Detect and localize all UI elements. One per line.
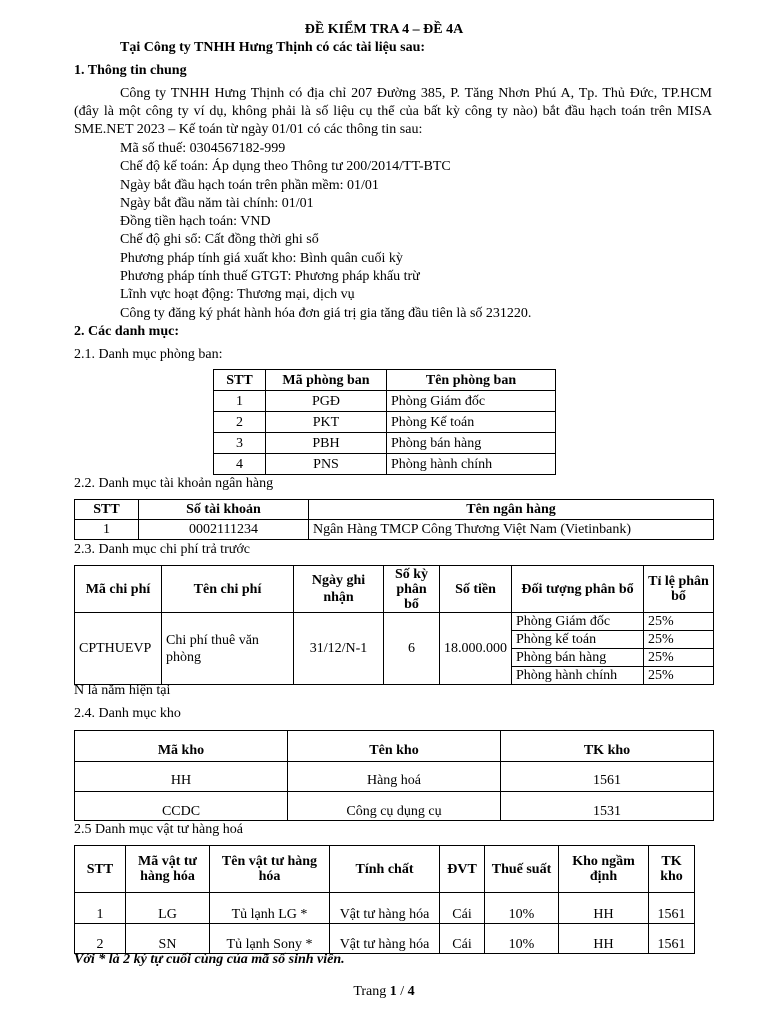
table-cell: 2: [75, 924, 126, 954]
table-cell: CCDC: [75, 792, 288, 821]
section1-intro: Công ty TNHH Hưng Thịnh có địa chỉ 207 Đường 385, P. Tăng Nhơn Phú A, Tp. Thủ Đức, TP.HCM (đây là một công ty ví dụ, không phải là số liệu cụ thể của bất kỳ công ty nào) bắt đầu hạch toán trên MISA SME.NET 2023 – Kế toán từ ngày 01/01 có các thông tin sau:: [74, 86, 712, 137]
prepaid-header-rate: Tỉ lệ phân bổ: [644, 566, 714, 613]
table-cell: HH: [75, 762, 288, 792]
table-cell: Phòng Kế toán: [387, 412, 556, 433]
info-item: Chế độ kế toán: Áp dụng theo Thông tư 200/2014/TT-BTC: [120, 159, 451, 174]
prepaid-caption: 2.3. Danh mục chi phí trả trước: [74, 542, 250, 557]
prepaid-header-code: Mã chi phí: [75, 566, 162, 613]
table-cell: 1531: [501, 792, 714, 821]
table-cell: Tủ lạnh LG *: [210, 893, 330, 924]
table-cell: Tủ lạnh Sony *: [210, 924, 330, 954]
warehouse-table: [74, 730, 714, 821]
info-item: Công ty đăng ký phát hành hóa đơn giá trị gia tăng đầu tiên là số 231220.: [120, 306, 532, 321]
table-cell: PKT: [266, 412, 387, 433]
info-item: Ngày bắt đầu hạch toán trên phần mềm: 01/01: [120, 178, 379, 193]
table-cell: 1: [75, 893, 126, 924]
table-cell: 3: [214, 433, 266, 454]
table-row: [75, 792, 714, 821]
table-cell: 18.000.000: [440, 613, 512, 685]
table-cell: 6: [384, 613, 440, 685]
prepaid-note: N là năm hiện tại: [74, 683, 171, 698]
bank-header-stt: STT: [75, 500, 139, 520]
table-row: [75, 613, 714, 631]
section2-heading: 2. Các danh mục:: [74, 324, 180, 339]
items-header-nature: Tính chất: [330, 846, 440, 893]
table-row: [75, 520, 714, 540]
items-header-account: TK kho: [649, 846, 695, 893]
table-cell: Phòng Giám đốc: [512, 613, 644, 631]
table-cell: 2: [214, 412, 266, 433]
table-row: [214, 391, 556, 412]
dept-header-code: Mã phòng ban: [266, 370, 387, 391]
table-cell: Phòng hành chính: [512, 667, 644, 685]
items-header-unit: ĐVT: [440, 846, 485, 893]
table-cell: Chi phí thuê văn phòng: [162, 613, 294, 685]
table-cell: 31/12/N-1: [294, 613, 384, 685]
footer-page-total: 4: [407, 984, 415, 999]
table-row: [214, 412, 556, 433]
table-cell: Phòng Giám đốc: [387, 391, 556, 412]
info-item: Phương pháp tính giá xuất kho: Bình quân cuối kỳ: [120, 251, 403, 266]
bank-caption: 2.2. Danh mục tài khoản ngân hàng: [74, 476, 274, 491]
table-cell: SN: [126, 924, 210, 954]
prepaid-header-date: Ngày ghi nhận: [294, 566, 384, 613]
warehouse-caption: 2.4. Danh mục kho: [74, 706, 181, 721]
table-cell: Công cụ dụng cụ: [288, 792, 501, 821]
table-row: [214, 433, 556, 454]
page-subtitle: Tại Công ty TNHH Hưng Thịnh có các tài liệu sau:: [120, 40, 426, 55]
table-cell: Cái: [440, 924, 485, 954]
prepaid-header-periods: Số kỳ phân bổ: [384, 566, 440, 613]
bank-header-account: Số tài khoản: [139, 500, 309, 520]
table-cell: LG: [126, 893, 210, 924]
table-cell: 25%: [644, 649, 714, 667]
table-cell: PBH: [266, 433, 387, 454]
items-table: [74, 845, 695, 954]
table-cell: Cái: [440, 893, 485, 924]
info-item: Phương pháp tính thuế GTGT: Phương pháp khấu trừ: [120, 269, 420, 284]
table-cell: Phòng hành chính: [387, 454, 556, 475]
table-cell: 1561: [501, 762, 714, 792]
info-item: Lĩnh vực hoạt động: Thương mại, dịch vụ: [120, 287, 355, 302]
table-row: [214, 454, 556, 475]
table-cell: 25%: [644, 613, 714, 631]
table-cell: Vật tư hàng hóa: [330, 924, 440, 954]
page-title: ĐỀ KIỂM TRA 4 – ĐỀ 4A: [304, 22, 464, 37]
footer-page-number: 1: [389, 984, 397, 999]
items-note: Với * là 2 ký tự cuối cùng của mã số sinh viên.: [74, 952, 345, 967]
table-cell: 25%: [644, 631, 714, 649]
items-header-tax: Thuế suất: [485, 846, 559, 893]
dept-header-stt: STT: [214, 370, 266, 391]
info-item: Mã số thuế: 0304567182-999: [120, 141, 286, 156]
page-footer: [0, 983, 768, 1001]
table-cell: Phòng bán hàng: [387, 433, 556, 454]
footer-prefix: Trang: [353, 984, 390, 999]
warehouse-header-name: Tên kho: [288, 731, 501, 762]
table-cell: 10%: [485, 924, 559, 954]
prepaid-header-amount: Số tiền: [440, 566, 512, 613]
items-header-warehouse: Kho ngầm định: [559, 846, 649, 893]
table-cell: Hàng hoá: [288, 762, 501, 792]
prepaid-table: [74, 565, 714, 685]
table-cell: PGĐ: [266, 391, 387, 412]
table-cell: 4: [214, 454, 266, 475]
table-cell: 10%: [485, 893, 559, 924]
footer-separator: /: [396, 984, 408, 999]
items-caption: 2.5 Danh mục vật tư hàng hoá: [74, 822, 243, 837]
dept-header-name: Tên phòng ban: [387, 370, 556, 391]
section1-heading: 1. Thông tin chung: [74, 63, 187, 78]
table-row: [75, 893, 695, 924]
table-cell: 1561: [649, 893, 695, 924]
table-cell: Phòng bán hàng: [512, 649, 644, 667]
warehouse-header-code: Mã kho: [75, 731, 288, 762]
table-cell: 1561: [649, 924, 695, 954]
table-cell: 1: [214, 391, 266, 412]
bank-table: [74, 499, 714, 540]
table-cell: CPTHUEVP: [75, 613, 162, 685]
table-cell: 1: [75, 520, 139, 540]
bank-header-bank: Tên ngân hàng: [309, 500, 714, 520]
table-cell: 0002111234: [139, 520, 309, 540]
items-header-stt: STT: [75, 846, 126, 893]
table-row: [75, 762, 714, 792]
table-row: [75, 924, 695, 954]
items-header-name: Tên vật tư hàng hóa: [210, 846, 330, 893]
table-cell: HH: [559, 893, 649, 924]
table-cell: Vật tư hàng hóa: [330, 893, 440, 924]
table-cell: Ngân Hàng TMCP Công Thương Việt Nam (Vietinbank): [309, 520, 714, 540]
prepaid-header-name: Tên chi phí: [162, 566, 294, 613]
items-header-code: Mã vật tư hàng hóa: [126, 846, 210, 893]
info-item: Chế độ ghi sổ: Cất đồng thời ghi sổ: [120, 232, 319, 247]
table-cell: PNS: [266, 454, 387, 475]
prepaid-header-target: Đối tượng phân bổ: [512, 566, 644, 613]
table-cell: 25%: [644, 667, 714, 685]
info-item: Đồng tiền hạch toán: VND: [120, 214, 271, 229]
dept-table: [213, 369, 556, 475]
table-cell: HH: [559, 924, 649, 954]
info-item: Ngày bắt đầu năm tài chính: 01/01: [120, 196, 314, 211]
dept-caption: 2.1. Danh mục phòng ban:: [74, 347, 223, 362]
table-cell: Phòng kế toán: [512, 631, 644, 649]
warehouse-header-account: TK kho: [501, 731, 714, 762]
